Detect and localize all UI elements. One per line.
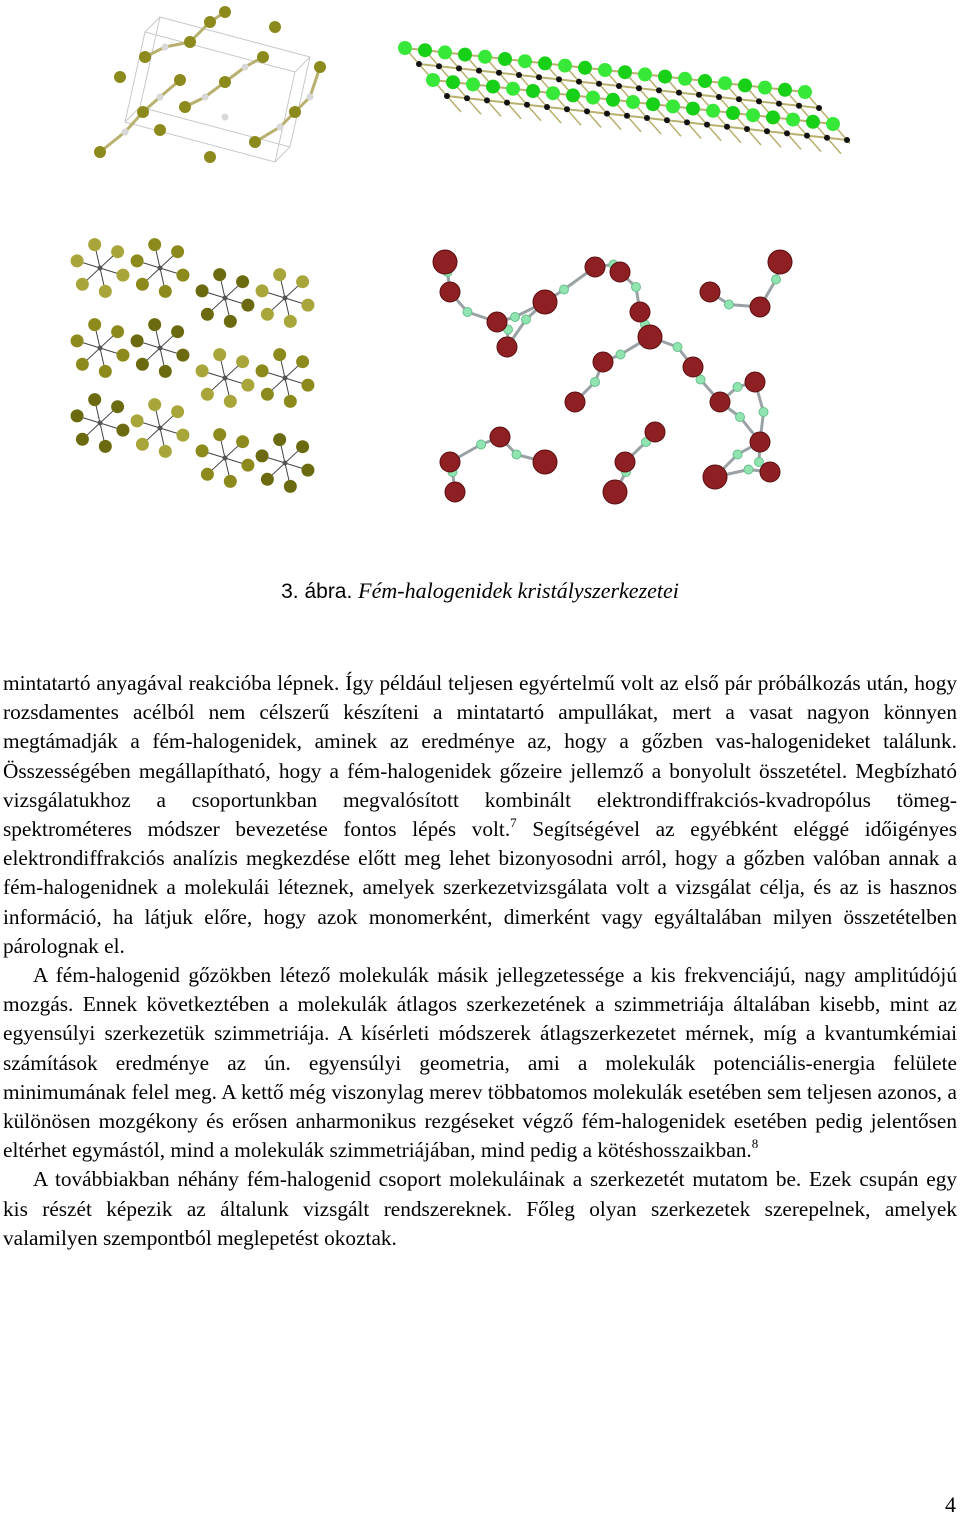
layered-chain-structure-icon [398, 41, 850, 156]
reference-8: 8 [751, 1136, 759, 1152]
figure-caption [0, 578, 960, 604]
body-text [3, 669, 957, 1253]
crystal-structure-figure-1 [85, 2, 330, 167]
paragraph-3: A továbbiakban néhány fém-halogenid csoport molekuláinak a szerkezetét mutatom be. Ezek csupán egy kis részét képezik az általunk vizsgált rendszereknek. Főleg olyan szerkezetek szerepelnek, amelyek valamilyen szempontból meglepetést okoztak. [3, 1167, 957, 1250]
octahedral-network-structure-icon [433, 250, 792, 504]
paragraph-2: A fém-halogenid gőzökben létező molekulák másik jellegzetessége a kis frekvenciájú, nagy amplitúdójú mozgás. Ennek következtében a molekulák átlagos szerkezetének a szimmetriája általában kisebb, mint az egyensúlyi szerkezetük szimmetriája. A kísérleti módszerek átlagszerkezetet mérnek, míg a kvantumkémiai számítások eredménye az ún. egyensúlyi geometria, ami a molekulák potenciális-energia felülete minimumának felel meg. A kettő még viszonylag merev többatomos molekulák esetében sem teljesen azonos, a különösen mozgékony és erősen anharmonikus rezgéseket végző fém-halogenidek esetében pedig jelentősen eltérhet egymástól, mind a molekulák szimmetriájában, mind pedig a kötéshosszaikban.$^8$ [3, 963, 957, 1163]
paragraph-1: mintatartó anyagával reakcióba lépnek. Így például teljesen egyértelmű volt az első pár próbálkozás után, hogy rozsdamentes acélból nem célszerű készíteni a mintatartó ampullákat, mert a vasat nagyon könnyen megtámadják a fém-halogenidek, aminek az eredménye az, hogy a gőzben vas-halogenideket találunk. Összességében megállapítható, hogy a fém-halogenidek gőzeire jellemző a bonyolult összetétel. Megbízható vizsgálatukhoz a csoportunkban megvalósított kombinált elektrondiffrakciós-kvadropólus tömeg-spektrométeres módszer bevezetése fontos lépés volt.$^7$ Segítségével az egyébként eléggé időigényes elektrondiffrakciós analízis megkezdése előtt meg lehet bizonyosodni arról, hogy a gőzben valóban annak a fém-halogenidnek a molekulái léteznek, amelyek szerkezetvizsgálata volt a vizsgálat célja, és az is hasznos információ, ha látjuk előre, hogy azok monomerként, dimerként vagy egyáltalában milyen összetételben párolognak el. [3, 671, 957, 958]
crystal-structure-figure-3 [65, 228, 330, 513]
crystal-structure-figure-2 [390, 38, 850, 158]
crystal-structure-figure-4 [425, 222, 810, 520]
figure-title: Fém-halogenidek kristályszerkezetei [358, 578, 679, 603]
star-cluster-structure-icon [71, 238, 315, 493]
page-number: 4 [945, 1492, 956, 1517]
figure-number: 3. ábra. [281, 580, 353, 603]
unit-cell-structure-icon [94, 6, 326, 163]
reference-7: 7 [510, 815, 517, 831]
